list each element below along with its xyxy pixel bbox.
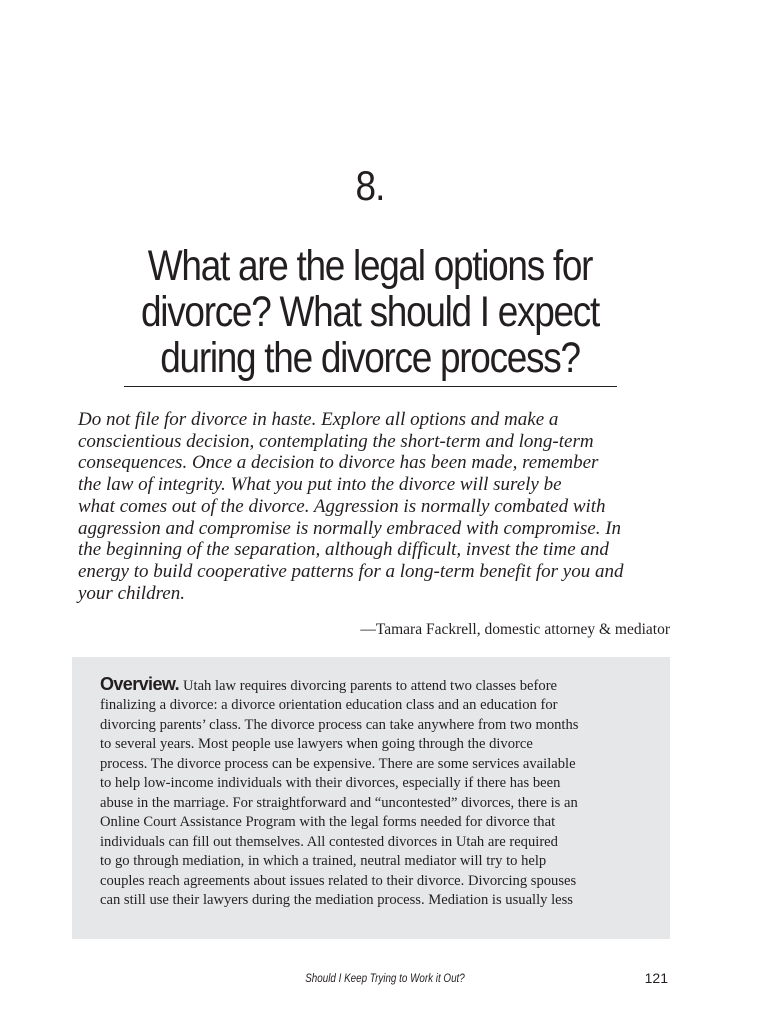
chapter-title-line: What are the legal options for (147, 242, 593, 290)
epigraph-line: conscientious decision, contemplating the short-term and long-term (78, 430, 594, 452)
overview-line: finalizing a divorce: a divorce orientation education class and an education for (100, 697, 558, 714)
overview-line: individuals can fill out themselves. All contested divorces in Utah are required (100, 833, 558, 850)
epigraph-quote (78, 409, 678, 604)
page-number: 121 (644, 970, 668, 986)
epigraph-line: consequences. Once a decision to divorce has been made, remember (78, 452, 599, 474)
overview-line: to help low-income individuals with their divorces, especially if there has been (100, 775, 561, 792)
overview-line: process. The divorce process can be expensive. There are some services available (100, 755, 576, 772)
overview-box (72, 657, 670, 939)
epigraph-line: aggression and compromise is normally embraced with compromise. In (78, 517, 622, 539)
chapter-title-line: divorce? What should I expect (141, 288, 599, 336)
overview-line: couples reach agreements about issues related to their divorce. Divorcing spouses (100, 872, 577, 889)
epigraph-line: the law of integrity. What you put into the divorce will surely be (78, 474, 562, 496)
epigraph-line: energy to build cooperative patterns for a long-term benefit for you and (78, 560, 624, 582)
chapter-number: 8. (355, 162, 385, 209)
footer-running-title: Should I Keep Trying to Work it Out? (305, 971, 465, 985)
chapter-title-line: during the divorce process? (160, 334, 580, 382)
overview-line: Online Court Assistance Program with the legal forms needed for divorce that (100, 814, 556, 831)
overview-first-line (100, 675, 660, 696)
overview-line: to several years. Most people use lawyers when going through the divorce (100, 736, 533, 753)
epigraph-attribution: —Tamara Fackrell, domestic attorney & mediator (360, 621, 670, 638)
epigraph-line: what comes out of the divorce. Aggression is normally combated with (78, 495, 606, 517)
chapter-title (112, 243, 628, 381)
overview-line: abuse in the marriage. For straightforward and “uncontested” divorces, there is an (100, 794, 578, 811)
overview-line: Utah law requires divorcing parents to attend two classes before (182, 678, 558, 694)
overview-line: can still use their lawyers during the mediation process. Mediation is usually less (100, 891, 573, 908)
epigraph-line: your children. (78, 582, 185, 604)
title-divider (124, 386, 617, 387)
overview-label: Overview. (100, 674, 179, 694)
overview-line: divorcing parents’ class. The divorce process can take anywhere from two months (100, 716, 579, 733)
epigraph-line: Do not file for divorce in haste. Explore all options and make a (78, 409, 559, 430)
overview-text (100, 675, 660, 910)
overview-line: to go through mediation, in which a trained, neutral mediator will try to help (100, 853, 547, 870)
epigraph-line: the beginning of the separation, although difficult, invest the time and (78, 539, 609, 561)
